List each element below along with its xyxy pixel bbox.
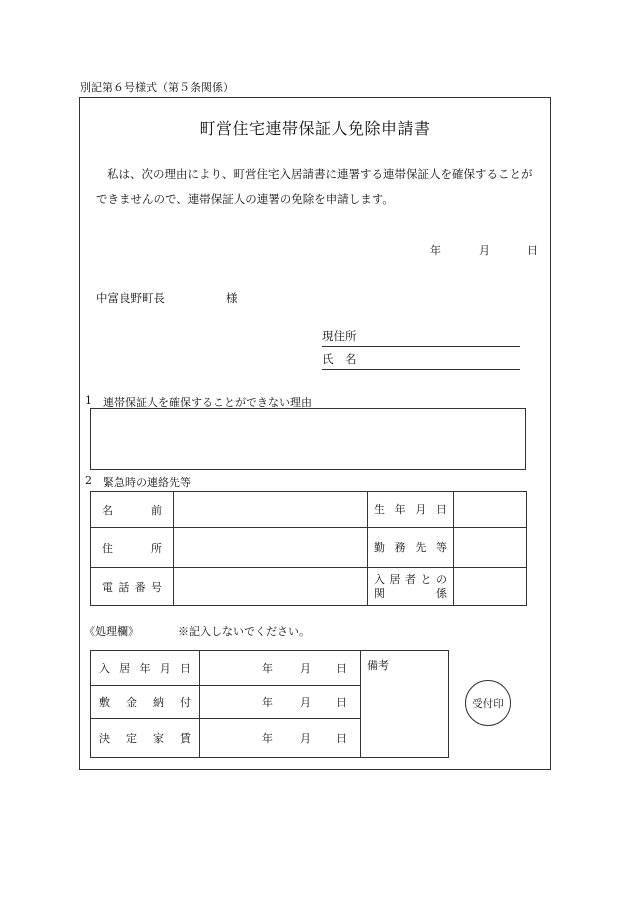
section2-heading: 緊急時の連絡先等 (103, 476, 191, 489)
rent-month: 月 (300, 732, 311, 745)
processing-table (90, 650, 449, 758)
form-number-label: 別記第６号様式（第５条関係） (80, 81, 234, 94)
section1-number: 1 (85, 394, 92, 407)
date-month-label: 月 (479, 244, 490, 257)
contact-workplace-label: 勤 務 先 等 (368, 528, 454, 568)
applicant-name-label: 氏 名 (322, 352, 357, 366)
contact-relation-label-line2: 関 係 (374, 586, 447, 600)
application-statement: 私は、次の理由により、町営住宅入居請書に連署する連帯保証人を確保することができませんので、連帯保証人の連署の免除を申請します。 (96, 167, 533, 206)
contact-name-field[interactable] (174, 492, 368, 528)
deposit-month: 月 (300, 696, 311, 709)
section2-number: 2 (85, 474, 92, 487)
move-in-month: 月 (300, 662, 311, 675)
current-address-field[interactable] (322, 328, 520, 347)
deposit-paid-label: 敷金納付 (91, 686, 200, 719)
contact-phone-label: 電話番号 (91, 568, 174, 606)
date-year-label: 年 (430, 244, 441, 257)
move-in-year: 年 (262, 662, 273, 675)
move-in-date-field (200, 651, 361, 686)
contact-address-field[interactable] (174, 528, 368, 568)
deposit-paid-field (200, 686, 361, 719)
date-day-label: 日 (527, 244, 538, 257)
contact-name-label: 名 前 (91, 492, 174, 528)
remarks-cell (361, 651, 449, 758)
decided-rent-field (200, 719, 361, 758)
contact-birthdate-field[interactable] (454, 492, 527, 528)
addressee-name: 中富良野町長 (96, 291, 165, 305)
processing-section-heading: 《処理欄》 (84, 625, 139, 638)
reason-input-box[interactable] (90, 408, 526, 470)
contact-relation-label (368, 568, 454, 606)
move-in-day: 日 (336, 662, 347, 675)
current-address-label: 現住所 (322, 329, 357, 343)
section1-heading: 連帯保証人を確保することができない理由 (103, 396, 312, 409)
contact-phone-field[interactable] (174, 568, 368, 606)
move-in-date-label: 入居年月日 (91, 651, 200, 686)
contact-relation-field[interactable] (454, 568, 527, 606)
contact-birthdate-label: 生 年 月 日 (368, 492, 454, 528)
rent-year: 年 (262, 732, 273, 745)
decided-rent-label: 決定家賃 (91, 719, 200, 758)
contact-workplace-field[interactable] (454, 528, 527, 568)
contact-relation-label-line1: 入居者との (374, 572, 447, 586)
reception-stamp (465, 680, 511, 726)
remarks-label: 備考 (367, 659, 389, 672)
contact-address-label: 住 所 (91, 528, 174, 568)
form-title: 町営住宅連帯保証人免除申請書 (199, 119, 431, 138)
addressee-honorific: 様 (226, 291, 238, 305)
processing-section-note: ※記入しないでください。 (178, 625, 310, 638)
rent-day: 日 (336, 732, 347, 745)
reception-stamp-label: 受付印 (472, 697, 504, 710)
deposit-year: 年 (262, 696, 273, 709)
applicant-name-field[interactable] (322, 351, 520, 370)
emergency-contact-table (90, 491, 527, 606)
deposit-day: 日 (336, 696, 347, 709)
